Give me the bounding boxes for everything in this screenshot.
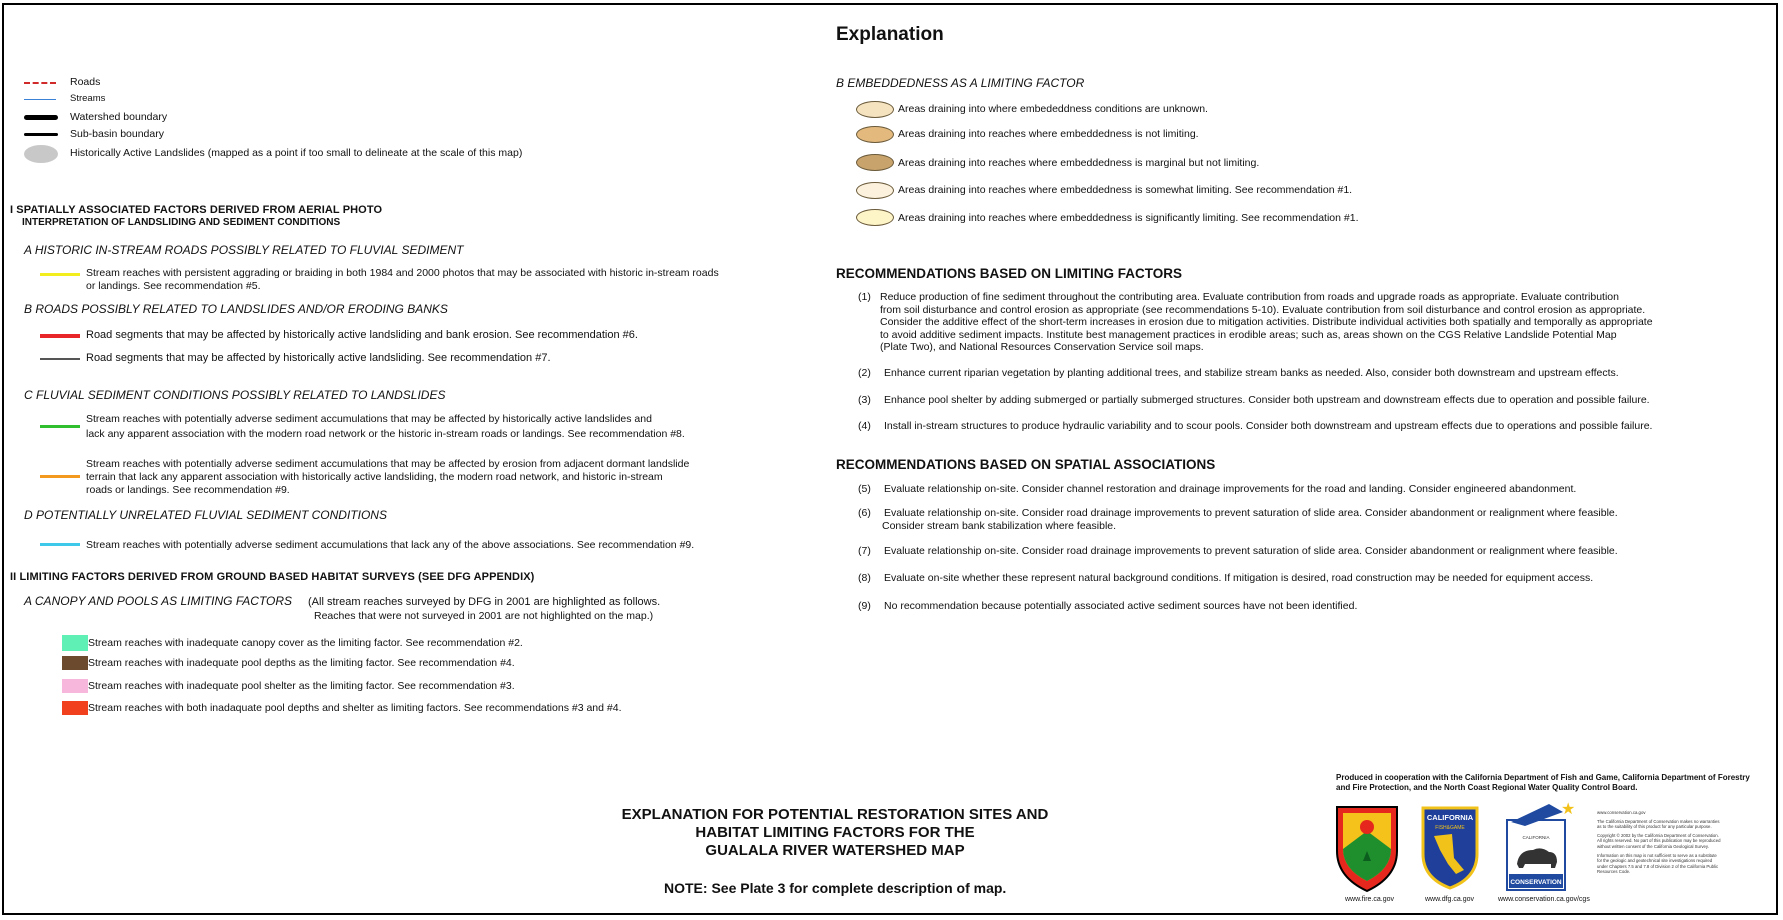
swatch-pool-depth: [62, 656, 88, 670]
swatch-fluvial-dormant: [40, 475, 80, 478]
roads-symbol: [24, 82, 56, 84]
section1-a-heading: A HISTORIC IN-STREAM ROADS POSSIBLY RELATED TO FLUVIAL SEDIMENT: [24, 243, 464, 257]
swatch-road-landslide: [40, 358, 80, 360]
legend-label-subbasin: Sub-basin boundary: [70, 128, 164, 140]
swatch-fluvial-active: [40, 425, 80, 428]
legend-label-landslides: Historically Active Landslides (mapped as a point if too small to delineate at the scale of this map): [70, 147, 523, 159]
conservation-logo-bottom: CONSERVATION: [1510, 879, 1562, 886]
swatch-road-landslide-bank: [40, 334, 80, 338]
legend-text-road-landslide-bank: Road segments that may be affected by historically active landsliding and bank erosion. See recommendation #6.: [86, 329, 638, 341]
logo-url-fire[interactable]: www.fire.ca.gov: [1345, 896, 1395, 903]
cooperation-credit: Produced in cooperation with the California Department of Fish and Game, California Department of Forestry and Fire Protection, and the North Coast Regional Water Quality Control Board.: [1336, 773, 1750, 792]
recommendation-8: (8) Evaluate on-site whether these represent natural background conditions. If mitigation is desired, road construction may be needed for equipment access.: [858, 572, 1594, 584]
legend-text-fluvial-dormant-1: Stream reaches with potentially adverse sediment accumulations that may be affected by erosion from adjacent dormant landslide: [86, 458, 690, 470]
section2-title: II LIMITING FACTORS DERIVED FROM GROUND BASED HABITAT SURVEYS (SEE DFG APPENDIX): [10, 571, 535, 583]
oval-embed-not-limiting: [856, 126, 894, 143]
legend-text-pool-both: Stream reaches with both inadaquate pool depths and shelter as limiting factors. See recommendations #3 and #4.: [88, 702, 622, 714]
legend-text-canopy: Stream reaches with inadequate canopy cover as the limiting factor. See recommendation #2.: [88, 637, 523, 649]
legend-text-historic-roads-1: Stream reaches with persistent aggrading or braiding in both 1984 and 2000 photos that may be associated with historic in-stream roads: [86, 267, 719, 279]
swatch-pool-both: [62, 701, 88, 715]
legend-text-fluvial-dormant-3: roads or landings. See recommendation #9.: [86, 484, 290, 496]
cal-fire-logo: [1333, 805, 1401, 893]
legend-text-fluvial-active-1: Stream reaches with potentially adverse sediment accumulations that may be affected by historically active landslides and: [86, 413, 652, 425]
map-title: EXPLANATION FOR POTENTIAL RESTORATION SITES AND HABITAT LIMITING FACTORS FOR THE GUALALA RIVER WATERSHED MAP: [621, 806, 1049, 859]
map-note: NOTE: See Plate 3 for complete description of map.: [664, 880, 1007, 896]
swatch-canopy: [62, 635, 88, 651]
rec-limiting-heading: RECOMMENDATIONS BASED ON LIMITING FACTORS: [836, 266, 1183, 281]
logo-url-conservation[interactable]: www.conservation.ca.gov/cgs: [1498, 896, 1590, 903]
logo-url-dfg[interactable]: www.dfg.ca.gov: [1425, 896, 1475, 903]
legend-label-roads: Roads: [70, 76, 101, 88]
section2-a-note-2: Reaches that were not surveyed in 2001 are not highlighted on the map.): [314, 610, 654, 622]
recommendation-1: (1) Reduce production of fine sediment throughout the contributing area. Evaluate contribution from roads and upgrade roads as appropriate. Evaluate contribution from soil disturbance and control erosion as appropriate (see recommendations 5-10). Evaluate contribution from soil disturbance and control erosion as appropriate. Consider the additive effect of the short-term increases in erosion due to mitigation activities. Distribute individual activities both spatially and temporally as appropriate to avoid additive sediment impacts. Institute best management practices in erodible areas; such as, areas shown on the CGS Relative Landslide Potential Map (Plate Two), and National Resources Conservation Service soil maps.: [858, 291, 1653, 353]
swatch-historic-roads: [40, 273, 80, 276]
recommendation-4: (4) Install in-stream structures to produce hydraulic variability and to scour pools. Consider both downstream and upstream effects due to operations and possible failure.: [858, 420, 1653, 432]
legend-text-fluvial-dormant-2: terrain that lack any apparent association with historically active landsliding, the modern road network, and historic in-stream: [86, 471, 663, 483]
section1-b-heading: B ROADS POSSIBLY RELATED TO LANDSLIDES AND/OR ERODING BANKS: [24, 302, 448, 316]
dfg-logo-sub: FISH&GAME: [1435, 825, 1465, 831]
section2-a-heading: A CANOPY AND POOLS AS LIMITING FACTORS: [24, 594, 293, 608]
embed-text-somewhat: Areas draining into reaches where embeddedness is somewhat limiting. See recommendation #1.: [898, 184, 1353, 196]
conservation-logo-top: CALIFORNIA: [1522, 835, 1550, 840]
embed-text-marginal: Areas draining into reaches where embeddedness is marginal but not limiting.: [898, 157, 1260, 169]
recommendation-6: (6) Evaluate relationship on-site. Consider road drainage improvements to prevent saturation of slide area. Consider abandonment or realignment where feasible. Consider stream bank stabilization where feasible.: [858, 507, 1618, 532]
watershed-boundary-symbol: [24, 115, 58, 120]
embed-text-unknown: Areas draining into where embededdness conditions are unknown.: [898, 103, 1208, 115]
section1-title: I SPATIALLY ASSOCIATED FACTORS DERIVED FROM AERIAL PHOTO: [10, 204, 383, 216]
recommendation-9: (9) No recommendation because potentially associated active sediment sources have not been identified.: [858, 600, 1358, 612]
legend-text-road-landslide: Road segments that may be affected by historically active landsliding. See recommendation #7.: [86, 352, 551, 364]
oval-embed-somewhat: [856, 182, 894, 199]
recommendation-3: (3) Enhance pool shelter by adding submerged or partially submerged structures. Consider both upstream and downstream effects due to operation and possible failure.: [858, 394, 1650, 406]
embeddedness-heading: B EMBEDDEDNESS AS A LIMITING FACTOR: [836, 76, 1085, 90]
oval-embed-unknown: [856, 101, 894, 118]
star-icon: ★: [1561, 799, 1576, 818]
recommendation-2: (2) Enhance current riparian vegetation by planting additional trees, and stabilize stream banks as needed. Also, consider both downstream and upstream effects.: [858, 367, 1619, 379]
subbasin-boundary-symbol: [24, 133, 58, 136]
dfg-logo: [1420, 806, 1480, 890]
legend-text-fluvial-active-2: lack any apparent association with the modern road network or the historic in-stream roads or landings. See recommendation #8.: [86, 428, 685, 440]
fine-print: www.conservation.ca.gov The California Department of Conservation makes no warranties as to the suitability of this product for any particular purpose. Copyright © 2002 by the California Department of Conservation. All rights reserved. No part of this publication may be reproduced without written consent of the California Geological Survey. Information on this map is not sufficient to serve as a substitute for the geologic and geotechnical site investigations required under Chapters 7.5 and 7.8 of Division 2 of the California Public Resources Code.: [1597, 810, 1721, 875]
legend-text-historic-roads-2: or landings. See recommendation #5.: [86, 280, 261, 292]
legend-label-watershed: Watershed boundary: [70, 111, 168, 123]
section1-c-heading: C FLUVIAL SEDIMENT CONDITIONS POSSIBLY RELATED TO LANDSLIDES: [24, 388, 446, 402]
swatch-unrelated-fluvial: [40, 543, 80, 546]
page-title: Explanation: [836, 24, 944, 45]
legend-label-streams: Streams: [70, 93, 106, 104]
embed-text-not-limiting: Areas draining into reaches where embeddedness is not limiting.: [898, 128, 1199, 140]
recommendation-7: (7) Evaluate relationship on-site. Consider road drainage improvements to prevent saturation of slide area. Consider abandonment or realignment where feasible.: [858, 545, 1618, 557]
swatch-pool-shelter: [62, 679, 88, 693]
oval-embed-significant: [856, 209, 894, 226]
rec-spatial-heading: RECOMMENDATIONS BASED ON SPATIAL ASSOCIATIONS: [836, 457, 1216, 472]
streams-symbol: [24, 99, 56, 100]
section1-d-heading: D POTENTIALLY UNRELATED FLUVIAL SEDIMENT CONDITIONS: [24, 508, 387, 522]
legend-text-unrelated-fluvial: Stream reaches with potentially adverse sediment accumulations that lack any of the above associations. See recommendation #9.: [86, 539, 695, 551]
legend-text-pool-shelter: Stream reaches with inadequate pool shelter as the limiting factor. See recommendation #3.: [88, 680, 515, 692]
recommendation-5: (5) Evaluate relationship on-site. Consider channel restoration and drainage improvements for the road and landing. Consider engineered abandonment.: [858, 483, 1577, 495]
conservation-logo: [1505, 799, 1576, 892]
dfg-logo-text: CALIFORNIA: [1426, 813, 1474, 822]
embed-text-significant: Areas draining into reaches where embeddedness is significantly limiting. See recommendation #1.: [898, 212, 1359, 224]
section2-a-note-1: (All stream reaches surveyed by DFG in 2001 are highlighted as follows.: [308, 596, 661, 608]
oval-embed-marginal: [856, 154, 894, 171]
section1-subtitle: INTERPRETATION OF LANDSLIDING AND SEDIMENT CONDITIONS: [22, 217, 341, 228]
landslide-symbol: [24, 145, 58, 163]
legend-text-pool-depth: Stream reaches with inadequate pool depths as the limiting factor. See recommendation #4.: [88, 657, 515, 669]
